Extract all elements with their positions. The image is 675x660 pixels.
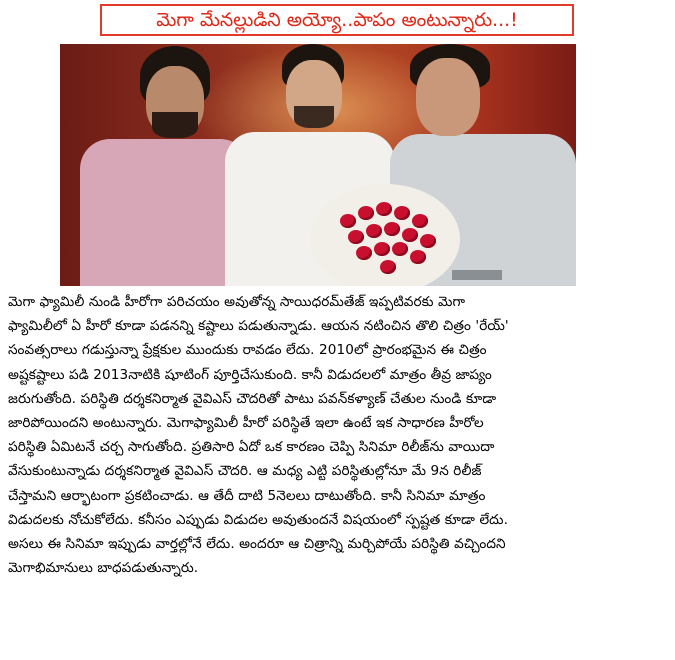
article-line: మెగాభిమానులు బాధపడుతున్నారు. bbox=[8, 560, 199, 577]
article-line: జారిపోయిందని అంటున్నారు. మెగాఫ్యామిలీ హీరో పరిస్థితే ఇలా ఉంటే ఇక సాధారణ హీరోల bbox=[8, 415, 484, 432]
article-body bbox=[8, 290, 668, 580]
article-line: పరిస్థితి ఏమిటనే చర్చ సాగుతోంది. ప్రతిసారి ఏదో ఒక కారణం చెప్పి సినిమా రిలీజ్‌ను వాయిదా bbox=[8, 439, 495, 456]
article-line: ఫ్యామిలీలో ఏ హీరో కూడా పడనన్ని కష్టాలు పడుతున్నాడు. ఆయన నటించిన తొలి చిత్రం 'రేయ్' bbox=[8, 318, 509, 335]
article-photo bbox=[60, 44, 576, 286]
article-line: సంవత్సరాలు గడుస్తున్నా ప్రేక్షకుల ముందుకు రావడం లేదు. 2010లో ప్రారంభమైన ఈ చిత్రం bbox=[8, 342, 487, 359]
article-line: అష్టకష్టాలు పడి 2013నాటికి షూటింగ్ పూర్తిచేసుకుంది. కానీ విడుదలలో మాత్రం తీవ్ర జాప్యం bbox=[8, 366, 492, 383]
article-headline: మెగా మేనల్లుడిని అయ్యో..పాపం అంటున్నారు...! bbox=[100, 4, 574, 36]
article-line: అసలు ఈ సినిమా ఇప్పుడు వార్తల్లోనే లేదు. అందరూ ఆ చిత్రాన్ని మర్చిపోయే పరిస్థితి వచ్చిందని bbox=[8, 536, 506, 553]
article-line: జరుగుతోంది. పరిస్థితి దర్శకనిర్మాత వైవిఎస్ చౌదరితో పాటు పవన్‌కళ్యాణ్ చేతుల నుండి కూడా bbox=[8, 390, 497, 407]
flower-bouquet bbox=[310, 184, 460, 286]
article-line: చేస్తామని ఆర్భాటంగా ప్రకటించాడు. ఆ తేదీ దాటి 5నెలలు దాటుతోంది. కానీ సినిమా మాత్రం bbox=[8, 487, 486, 504]
article-line: వేసుకుంటున్నాడు దర్శకనిర్మాత వైవిఎస్ చౌదరి. ఆ మధ్య ఎట్టి పరిస్థితుల్లోనూ మే 9న రిలీజ్ bbox=[8, 463, 482, 480]
article-line: మెగా ఫ్యామిలీ నుండి హీరోగా పరిచయం అవుతోన్న సాయిధరమ్‌తేజ్ ఇప్పటివరకు మెగా bbox=[8, 294, 466, 310]
article-line: విడుదలకు నోచుకోలేదు. కనీసం ఎప్పుడు విడుదల అవుతుందనే విషయంలో స్పష్టత కూడా లేదు. bbox=[8, 511, 509, 528]
